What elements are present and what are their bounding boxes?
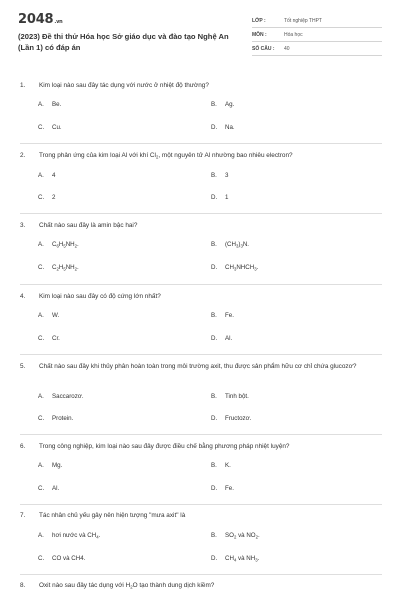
text-part: CH xyxy=(225,264,234,271)
subscript: 3 xyxy=(254,266,257,272)
option-a[interactable] xyxy=(38,393,84,400)
info-value: 40 xyxy=(284,45,290,52)
option-text: K. xyxy=(225,462,231,469)
info-row-class xyxy=(252,14,382,28)
info-value: Hóa học xyxy=(284,31,303,38)
option-letter: C. xyxy=(38,124,45,131)
text-part: N. xyxy=(242,241,250,248)
question-body: Trong công nghiệp, kim loại nào sau đây được điều chế bằng phương pháp nhiệt luyện? xyxy=(39,443,290,450)
option-letter: D. xyxy=(211,335,218,342)
question-body: Kim loại nào sau đây có độ cứng lớn nhất? xyxy=(39,293,161,300)
question-number: 8. xyxy=(20,582,26,589)
option-text: 3 xyxy=(225,172,229,179)
text-part: . xyxy=(77,264,79,271)
option-letter: C. xyxy=(38,555,45,562)
subscript: 2 xyxy=(74,243,78,249)
option-text: 2 xyxy=(52,194,56,201)
site-logo[interactable] xyxy=(18,12,63,27)
option-text xyxy=(225,555,259,562)
option-letter: A. xyxy=(38,241,44,248)
subscript: 4 xyxy=(96,534,99,540)
option-text xyxy=(52,241,79,248)
option-text xyxy=(225,264,258,271)
text-part: O tạo thành dung dịch kiềm? xyxy=(132,582,215,589)
option-d[interactable] xyxy=(211,335,232,342)
option-b[interactable] xyxy=(211,172,228,179)
info-row-count xyxy=(252,42,382,56)
question-6-text xyxy=(20,442,380,452)
question-body: Tác nhân chủ yếu gây nên hiện tượng "mưa axit" là xyxy=(39,512,186,519)
option-letter: A. xyxy=(38,393,44,400)
option-letter: B. xyxy=(211,241,217,248)
option-text: Al. xyxy=(52,485,60,492)
option-b[interactable] xyxy=(211,312,234,319)
question-number: 2. xyxy=(20,152,26,159)
option-a[interactable] xyxy=(38,172,55,179)
option-d[interactable] xyxy=(211,485,234,492)
question-divider xyxy=(20,354,382,355)
question-divider xyxy=(20,574,382,575)
question-3-text xyxy=(20,221,380,231)
option-c[interactable] xyxy=(38,335,60,342)
option-text: W. xyxy=(52,312,60,319)
info-value: Tốt nghiệp THPT xyxy=(284,17,322,24)
text-part: Trong phản ứng của kim loại Al với khí Cl xyxy=(39,152,156,159)
option-letter: C. xyxy=(38,264,45,271)
info-label: MÔN : xyxy=(252,31,267,38)
option-letter: A. xyxy=(38,462,44,469)
text-part: (CH xyxy=(225,241,236,248)
option-letter: C. xyxy=(38,485,45,492)
option-letter: D. xyxy=(211,264,218,271)
page-header xyxy=(0,0,400,66)
question-body: Kim loại nào sau đây tác dụng với nước ở nhiệt độ thường? xyxy=(39,82,209,89)
option-c[interactable] xyxy=(38,264,79,272)
option-c[interactable] xyxy=(38,555,85,562)
question-1-text xyxy=(20,81,380,91)
exam-title: (2023) Đề thi thử Hóa học Sở giáo dục và đào tạo Nghệ An (Lần 1) có đáp án xyxy=(18,32,229,52)
option-b[interactable] xyxy=(211,462,231,469)
question-number: 7. xyxy=(20,512,26,519)
option-text: Mg. xyxy=(52,462,63,469)
question-number: 1. xyxy=(20,82,26,89)
text-part: . xyxy=(98,532,101,539)
subscript: 2 xyxy=(74,266,78,272)
subscript: 2 xyxy=(56,266,59,272)
subscript: 5 xyxy=(63,266,66,272)
subscript: 2 xyxy=(130,584,133,590)
info-label: LỚP : xyxy=(252,17,266,24)
info-row-subject xyxy=(252,28,382,42)
option-letter: D. xyxy=(211,124,218,131)
question-7-text xyxy=(20,511,380,521)
text-part: hơi nước và CH xyxy=(52,532,97,539)
option-letter: D. xyxy=(211,555,218,562)
question-2-text xyxy=(20,151,380,163)
option-letter: A. xyxy=(38,172,44,179)
option-letter: D. xyxy=(211,415,218,422)
subscript: 3 xyxy=(233,266,237,272)
option-a[interactable] xyxy=(38,101,61,108)
question-5-text xyxy=(20,362,380,372)
option-text xyxy=(225,532,260,539)
option-text: Be. xyxy=(52,101,62,108)
option-a[interactable] xyxy=(38,241,79,249)
option-text: Protein. xyxy=(52,415,74,422)
option-letter: B. xyxy=(211,393,217,400)
text-part: C xyxy=(52,241,57,248)
question-divider xyxy=(20,213,382,214)
text-part: ) xyxy=(238,241,241,248)
subscript: 4 xyxy=(233,557,237,563)
option-a[interactable] xyxy=(38,312,59,319)
question-divider xyxy=(20,434,382,435)
text-part: NH xyxy=(65,241,75,248)
option-text: Na. xyxy=(225,124,235,131)
option-c[interactable] xyxy=(38,194,55,201)
option-b[interactable] xyxy=(211,241,249,249)
option-letter: C. xyxy=(38,335,45,342)
question-divider xyxy=(20,504,382,505)
question-divider xyxy=(20,284,382,285)
question-body: Chất nào sau đây là amin bậc hai? xyxy=(39,222,138,229)
option-b[interactable] xyxy=(211,532,260,540)
option-text: 1 xyxy=(225,194,229,201)
option-d[interactable] xyxy=(211,124,235,131)
text-part: Oxit nào sau đây tác dụng với H xyxy=(39,582,131,589)
text-part: NHCH xyxy=(236,264,255,271)
option-text: Tinh bột. xyxy=(225,393,249,400)
question-8-text xyxy=(20,581,380,593)
option-text: Saccarozơ. xyxy=(52,393,84,400)
option-text: Al. xyxy=(225,335,233,342)
text-part: H xyxy=(58,264,64,271)
option-text: Cu. xyxy=(52,124,62,131)
option-letter: B. xyxy=(211,532,217,539)
text-part: CH xyxy=(225,555,234,562)
option-text: 4 xyxy=(52,172,56,179)
option-text: CO và CH4. xyxy=(52,555,86,562)
text-part: H xyxy=(58,241,64,248)
option-text xyxy=(225,241,249,248)
text-part: . xyxy=(258,532,260,539)
text-part: . xyxy=(77,241,79,248)
option-text: Fe. xyxy=(225,312,234,319)
text-part: và NO xyxy=(236,532,256,539)
option-letter: D. xyxy=(211,485,218,492)
subscript: 3 xyxy=(240,243,243,249)
option-letter: B. xyxy=(211,101,217,108)
option-c[interactable] xyxy=(38,124,62,131)
option-text: Ag. xyxy=(225,101,235,108)
subscript: 3 xyxy=(236,243,239,249)
option-d[interactable] xyxy=(211,264,258,272)
text-part: SO xyxy=(225,532,234,539)
option-c[interactable] xyxy=(38,415,73,422)
text-part: , một nguyên tử Al nhường bao nhiêu electron? xyxy=(158,152,293,159)
option-letter: C. xyxy=(38,194,45,201)
question-body xyxy=(39,151,380,163)
option-text xyxy=(52,532,100,539)
question-number: 4. xyxy=(20,293,26,300)
text-part: . xyxy=(256,264,259,271)
option-text: Fe. xyxy=(225,485,234,492)
option-text: Cr. xyxy=(52,335,60,342)
option-c[interactable] xyxy=(38,485,59,492)
option-letter: C. xyxy=(38,415,45,422)
option-text xyxy=(52,264,79,271)
info-label: SỐ CÂU : xyxy=(252,45,275,52)
option-a[interactable] xyxy=(38,532,100,540)
question-number: 3. xyxy=(20,222,26,229)
text-part: . xyxy=(257,555,260,562)
question-divider xyxy=(20,143,382,144)
text-part: C xyxy=(52,264,57,271)
text-part: và NH xyxy=(236,555,256,562)
option-letter: D. xyxy=(211,194,218,201)
subscript: 2 xyxy=(155,154,159,160)
option-letter: A. xyxy=(38,532,44,539)
option-d[interactable] xyxy=(211,555,259,563)
logo-suffix: .vn xyxy=(54,19,63,25)
subscript: 3 xyxy=(255,557,258,563)
option-letter: B. xyxy=(211,312,217,319)
exam-info-panel xyxy=(252,14,382,56)
question-4-text xyxy=(20,292,380,302)
subscript: 2 xyxy=(233,534,237,540)
option-letter: B. xyxy=(211,172,217,179)
option-letter: A. xyxy=(38,101,44,108)
option-b[interactable] xyxy=(211,101,234,108)
question-body xyxy=(39,581,380,593)
text-part: NH xyxy=(65,264,75,271)
option-d[interactable] xyxy=(211,194,228,201)
question-number: 6. xyxy=(20,443,26,450)
option-letter: B. xyxy=(211,462,217,469)
question-body: Chất nào sau đây khi thủy phân hoàn toàn trong môi trường axit, thu được sản phẩm hữu cơ chỉ chứa glucozơ? xyxy=(39,363,357,370)
option-b[interactable] xyxy=(211,393,249,400)
subscript: 5 xyxy=(63,243,66,249)
subscript: 2 xyxy=(255,534,258,540)
option-letter: A. xyxy=(38,312,44,319)
option-a[interactable] xyxy=(38,462,62,469)
question-number: 5. xyxy=(20,363,26,370)
logo-text: 2048 xyxy=(18,12,54,27)
subscript: 6 xyxy=(56,243,59,249)
option-d[interactable] xyxy=(211,415,251,422)
option-text: Fructozơ. xyxy=(225,415,252,422)
